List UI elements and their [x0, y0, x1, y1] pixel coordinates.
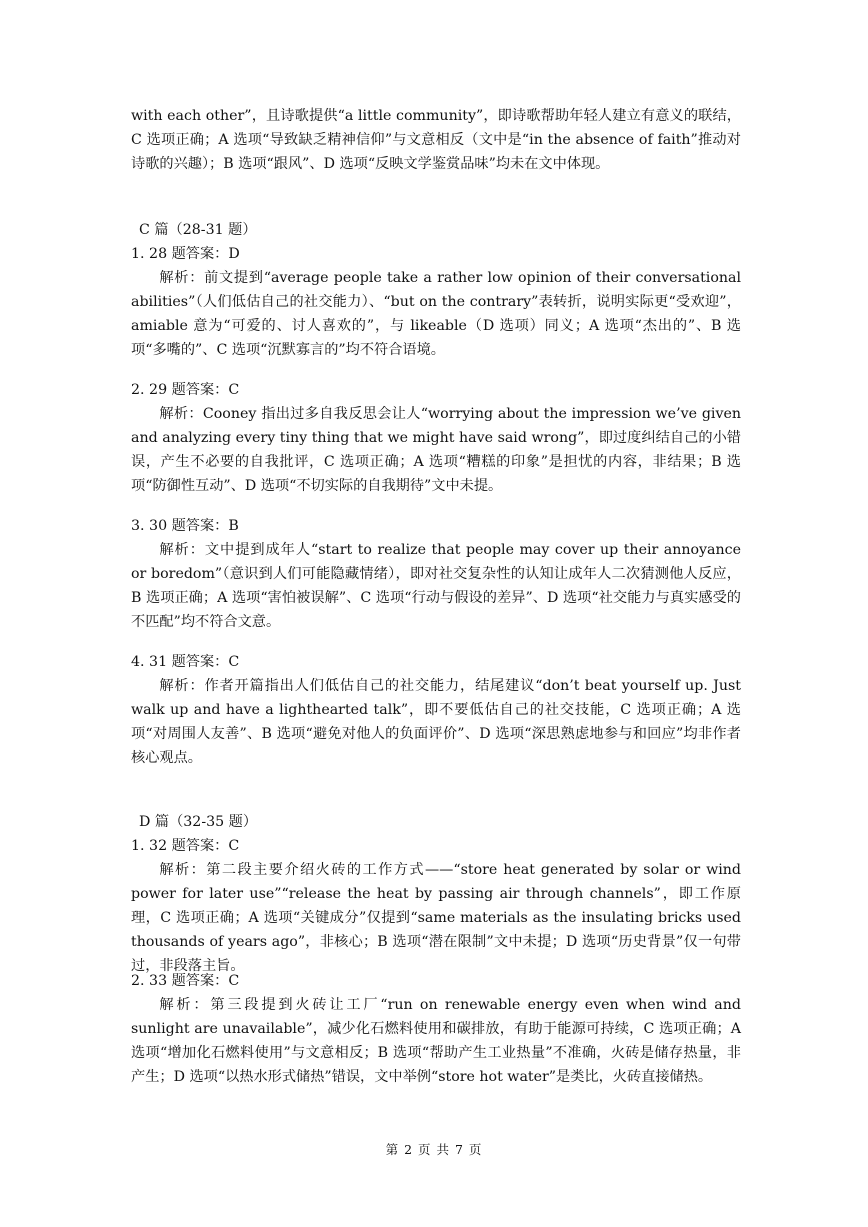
- analysis-paragraph: 解析：第三段提到火砖让工厂“run on renewable energy even when wind and sunlight are unavailable”，减少化石燃料使用和碳排放，有助于能源可持续，C 选项正确；A 选项“增加化石燃料使用”与文意相反；B 选项“帮助产生工业热量”不准确，火砖是储存热量，非产生；D 选项“以热水形式储热”错误，文中举例“store hot water”是类比，火砖直接储热。: [131, 997, 741, 1085]
- answer-line: 1. 32 题答案：C: [131, 838, 240, 854]
- answer-line: 2. 33 题答案：C: [131, 973, 240, 989]
- page-footer: 第 2 页 共 7 页: [385, 1142, 483, 1157]
- question-block: [131, 834, 741, 978]
- question-block: [131, 514, 741, 634]
- analysis-paragraph: 解析：文中提到成年人“start to realize that people may cover up their annoyance or boredom”（意识到人们可能隐藏情绪），即对社交复杂性的认知让成年人二次猜测他人反应，B 选项正确；A 选项“害怕被误解”、C 选项“行动与假设的差异”、D 选项“社交能力与真实感受的不匹配”均不符合文意。: [131, 542, 741, 630]
- answer-line: 3. 30 题答案：B: [131, 518, 239, 534]
- answer-line: 1. 28 题答案：D: [131, 246, 240, 262]
- section-c-heading-block: [131, 218, 741, 242]
- analysis-paragraph: 解析：作者开篇指出人们低估自己的社交能力，结尾建议“don’t beat yourself up. Just walk up and have a lighthearted talk”，即不要低估自己的社交技能，C 选项正确；A 选项“对周围人友善”、B 选项“避免对他人的负面评价”、D 选项“深思熟虑地参与和回应”均非作者核心观点。: [131, 678, 741, 766]
- intro-paragraph: with each other”，且诗歌提供“a little community”，即诗歌帮助年轻人建立有意义的联结，C 选项正确；A 选项“导致缺乏精神信仰”与文意相反（文中是“in the absence of faith”推动对诗歌的兴趣）；B 选项“跟风”、D 选项“反映文学鉴赏品味”均未在文中体现。: [131, 108, 741, 172]
- question-block: [131, 378, 741, 498]
- answer-line: 2. 29 题答案：C: [131, 382, 240, 398]
- question-block: [131, 969, 741, 1089]
- section-d-heading-block: [131, 810, 741, 834]
- intro-paragraph-block: [131, 104, 741, 176]
- question-block: [131, 242, 741, 362]
- section-heading: C 篇（28-31 题）: [139, 222, 257, 238]
- question-block: [131, 650, 741, 770]
- analysis-paragraph: 解析：第二段主要介绍火砖的工作方式——“store heat generated by solar or wind power for later use”“release the heat by passing air through channels”，即工作原理，C 选项正确；A 选项“关键成分”仅提到“same materials as the insulating bricks used thousands of years ago”，非核心；B 选项“潜在限制”文中未提；D 选项“历史背景”仅一句带过，非段落主旨。: [131, 862, 741, 974]
- answer-line: 4. 31 题答案：C: [131, 654, 240, 670]
- analysis-paragraph: 解析：Cooney 指出过多自我反思会让人“worrying about the impression we’ve given and analyzing every tiny thing that we might have said wrong”，即过度纠结自己的小错误，产生不必要的自我批评，C 选项正确；A 选项“糟糕的印象”是担忧的内容，非结果；B 选项“防御性互动”、D 选项“不切实际的自我期待”文中未提。: [131, 406, 741, 494]
- section-heading: D 篇（32-35 题）: [139, 814, 258, 830]
- analysis-paragraph: 解析：前文提到“average people take a rather low opinion of their conversational abilities”（人们低估自己的社交能力）、“but on the contrary”表转折，说明实际更“受欢迎”，amiable 意为“可爱的、讨人喜欢的”，与 likeable（D 选项）同义；A 选项“杰出的”、B 选项“多嘴的”、C 选项“沉默寡言的”均不符合语境。: [131, 270, 741, 358]
